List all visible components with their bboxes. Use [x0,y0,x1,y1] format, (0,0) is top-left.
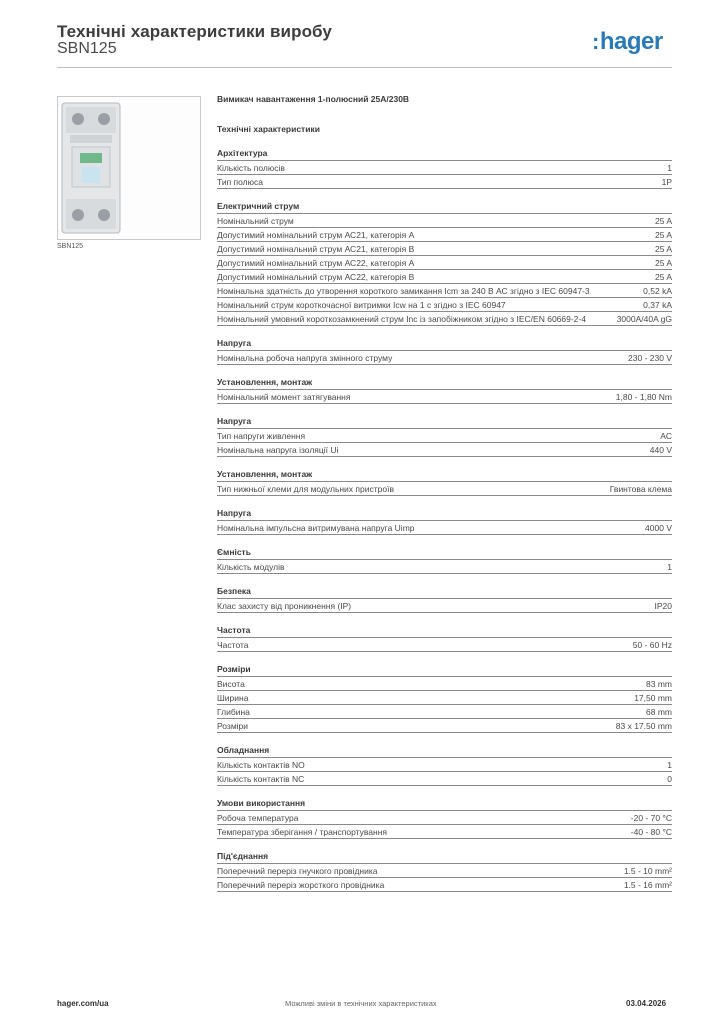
section-title: Установлення, монтаж [217,376,672,390]
spec-section [217,624,672,652]
footer-date: 03.04.2026 [626,999,667,1008]
section-title: Напруга [217,415,672,429]
spec-value: 25 A [654,244,672,254]
spec-label: Кількість модулів [217,562,285,572]
spec-section [217,415,672,457]
spec-section [217,797,672,839]
spec-label: Висота [217,679,245,689]
spec-row [217,719,672,733]
spec-row [217,482,672,496]
spec-content [217,94,672,903]
spec-label: Номінальний момент затягування [217,392,351,402]
spec-value: 230 - 230 V [628,353,672,363]
spec-row [217,161,672,175]
spec-row [217,175,672,189]
spec-row [217,705,672,719]
spec-value: 0 [667,774,672,784]
spec-row [217,390,672,404]
spec-value: -40 - 80 °C [630,827,672,837]
spec-row [217,521,672,535]
spec-section [217,200,672,326]
spec-value: 1,80 - 1,80 Nm [615,392,672,402]
spec-value: 3000A/40A gG [616,314,672,324]
section-title: Безпека [217,585,672,599]
spec-label: Номінальний струм короткочасної витримки Icw на 1 с згідно з IEC 60947 [217,300,506,310]
spec-label: Глибина [217,707,250,717]
spec-label: Номінальний струм [217,216,294,226]
image-caption: SBN125 [57,243,84,250]
spec-row [217,864,672,878]
spec-label: Допустимий номінальний струм АС22, категорія В [217,272,415,282]
spec-value: 1 [667,163,672,173]
spec-value: 1 [667,562,672,572]
spec-value: AC [660,431,672,441]
spec-label: Поперечний переріз гнучкого провідника [217,866,378,876]
spec-value: 17,50 mm [634,693,672,703]
spec-value: IP20 [654,601,672,611]
hager-logo: :hager [592,28,663,55]
spec-label: Тип полюса [217,177,263,187]
spec-section [217,507,672,535]
spec-row [217,443,672,457]
spec-row [217,772,672,786]
section-title: Електричний струм [217,200,672,214]
spec-label: Частота [217,640,249,650]
spec-value: 0,52 kA [643,286,672,296]
spec-section [217,546,672,574]
spec-label: Номінальна імпульсна витримувана напруга Uimp [217,523,415,533]
spec-section [217,337,672,365]
spec-label: Ширина [217,693,249,703]
spec-value: 83 mm [646,679,672,689]
section-title: Архітектура [217,147,672,161]
spec-row [217,242,672,256]
page-title: Технічні характеристики виробу [57,22,332,41]
spec-row [217,312,672,326]
spec-sections [217,147,672,892]
header-divider [57,67,672,68]
spec-row [217,284,672,298]
spec-row [217,256,672,270]
spec-label: Кількість контактів NO [217,760,305,770]
spec-row [217,811,672,825]
section-title: Ємність [217,546,672,560]
spec-label: Температура зберігання / транспортування [217,827,388,837]
spec-value: 4000 V [645,523,672,533]
spec-value: 1P [661,177,672,187]
spec-row [217,758,672,772]
spec-value: 1.5 - 16 mm² [623,880,672,890]
section-title: Напруга [217,507,672,521]
spec-value: 50 - 60 Hz [632,640,672,650]
spec-label: Розміри [217,721,249,731]
spec-value: 25 A [654,230,672,240]
spec-value: -20 - 70 °C [630,813,672,823]
section-title: Частота [217,624,672,638]
spec-label: Номінальна напруга ізоляції Ui [217,445,339,455]
spec-value: 0,37 kA [643,300,672,310]
section-title: Напруга [217,337,672,351]
spec-value: 440 V [649,445,672,455]
spec-value: 1 [667,760,672,770]
spec-row [217,677,672,691]
spec-value: 68 mm [646,707,672,717]
spec-section [217,663,672,733]
footer-website[interactable]: hager.com/ua [57,999,109,1008]
product-code: SBN125 [57,40,117,57]
spec-section [217,850,672,892]
spec-section [217,585,672,613]
spec-label: Робоча температура [217,813,299,823]
spec-label: Тип напруги живлення [217,431,306,441]
spec-label: Кількість контактів NC [217,774,305,784]
spec-label: Номінальна робоча напруга змінного струму [217,353,393,363]
spec-row [217,351,672,365]
spec-row [217,560,672,574]
spec-value: 25 A [654,272,672,282]
spec-value: 25 A [654,258,672,268]
product-title: Вимикач навантаження 1-полюсний 25А/230В [217,94,410,104]
spec-row [217,638,672,652]
spec-section [217,376,672,404]
spec-value: 25 A [654,216,672,226]
section-title: Установлення, монтаж [217,468,672,482]
circuit-breaker-image [57,96,201,240]
section-title: Умови використання [217,797,672,811]
section-title: Під'єднання [217,850,672,864]
spec-section [217,147,672,189]
spec-section [217,468,672,496]
spec-label: Кількість полюсів [217,163,285,173]
spec-row [217,429,672,443]
spec-label: Тип нижньої клеми для модульних пристроїв [217,484,394,494]
spec-label: Допустимий номінальний струм АС21, категорія А [217,230,415,240]
spec-row [217,228,672,242]
spec-label: Номінальна здатність до утворення короткого замикання Icm за 240 В АС згідно з IEC 60947-3 [217,286,590,296]
spec-value: Гвинтова клема [609,484,672,494]
spec-value: 83 x 17.50 mm [615,721,672,731]
section-title: Обладнання [217,744,672,758]
spec-section [217,744,672,786]
spec-label: Допустимий номінальний струм АС22, категорія А [217,258,415,268]
spec-row [217,298,672,312]
footer-note: Можливі зміни в технічних характеристиках [285,999,437,1008]
spec-value: 1.5 - 10 mm² [623,866,672,876]
spec-label: Номінальний умовний короткозамкнений струм Inc із запобіжником згідно з IEC/EN 60669-2-4 [217,314,586,324]
spec-row [217,691,672,705]
spec-row [217,599,672,613]
spec-label: Клас захисту від проникнення (IP) [217,601,352,611]
spec-row [217,878,672,892]
spec-row [217,270,672,284]
spec-row [217,825,672,839]
spec-label: Поперечний переріз жорсткого провідника [217,880,385,890]
section-title: Розміри [217,663,672,677]
spec-label: Допустимий номінальний струм АС21, категорія В [217,244,415,254]
specs-heading: Технічні характеристики [217,124,320,134]
spec-row [217,214,672,228]
